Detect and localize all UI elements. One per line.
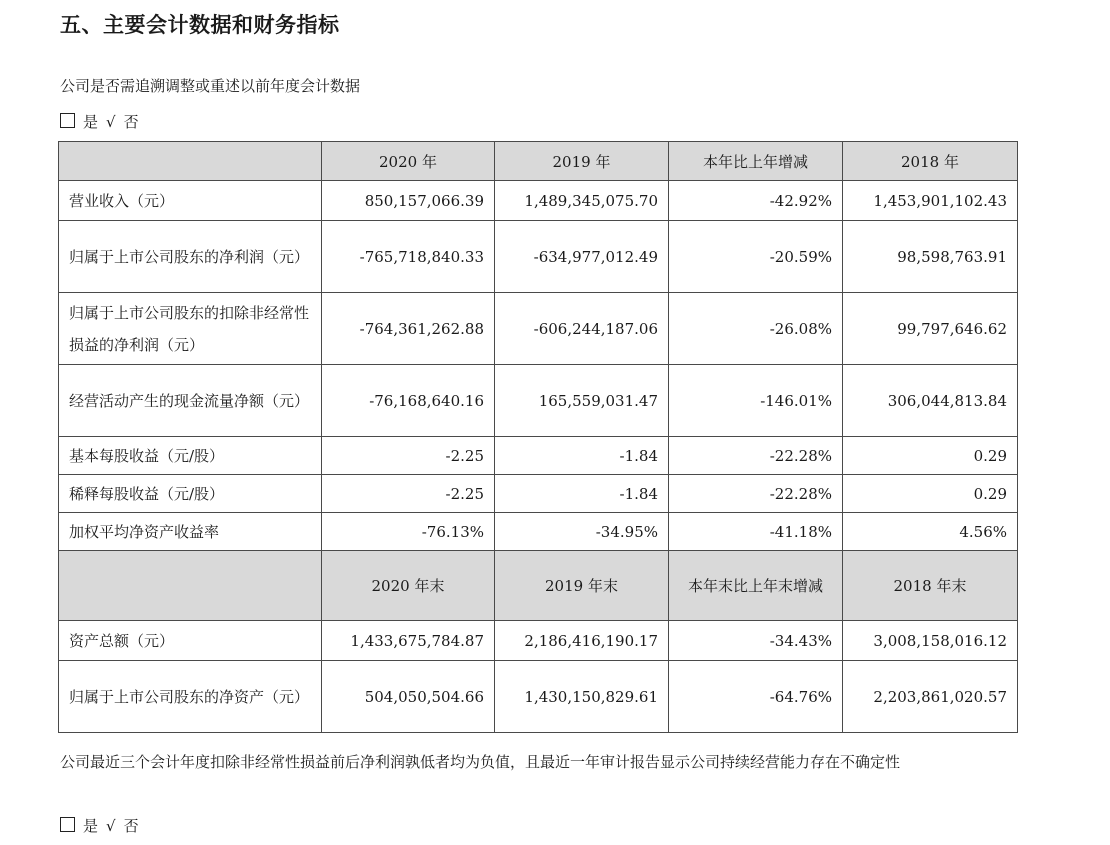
cell-change: -41.18% — [669, 513, 843, 551]
cell-2020: -2.25 — [322, 437, 495, 475]
cell-2020: -2.25 — [322, 475, 495, 513]
cell-2020: 1,433,675,784.87 — [322, 621, 495, 661]
cell-change: -146.01% — [669, 365, 843, 437]
header-cell: 2020 年末 — [322, 551, 495, 621]
cell-2019: 1,489,345,075.70 — [495, 181, 669, 221]
row-label: 基本每股收益（元/股） — [59, 437, 322, 475]
option-no: 否 — [123, 113, 139, 131]
cell-change: -22.28% — [669, 437, 843, 475]
table-row — [59, 475, 1018, 513]
checkbox-empty-icon — [60, 113, 75, 128]
cell-2019: -1.84 — [495, 475, 669, 513]
row-label: 归属于上市公司股东的净利润（元） — [59, 221, 322, 293]
cell-change: -22.28% — [669, 475, 843, 513]
row-label: 归属于上市公司股东的净资产（元） — [59, 661, 322, 733]
row-label: 营业收入（元） — [59, 181, 322, 221]
cell-2020: -765,718,840.33 — [322, 221, 495, 293]
cell-2019: 2,186,416,190.17 — [495, 621, 669, 661]
header-cell: 2019 年 — [495, 142, 669, 181]
table-row — [59, 365, 1018, 437]
cell-2020: -76.13% — [322, 513, 495, 551]
restatement-options — [60, 109, 147, 135]
header-cell — [59, 142, 322, 181]
header-cell: 2018 年末 — [843, 551, 1018, 621]
check-mark-icon: √ — [106, 817, 116, 835]
cell-change: -42.92% — [669, 181, 843, 221]
table-row — [59, 181, 1018, 221]
cell-2019: -1.84 — [495, 437, 669, 475]
cell-2019: -634,977,012.49 — [495, 221, 669, 293]
cell-2018: 3,008,158,016.12 — [843, 621, 1018, 661]
going-concern-question: 公司最近三个会计年度扣除非经常性损益前后净利润孰低者均为负值，且最近一年审计报告显示公司持续经营能力存在不确定性 — [60, 753, 901, 771]
cell-2020: 850,157,066.39 — [322, 181, 495, 221]
check-mark-icon: √ — [106, 113, 116, 131]
row-label: 稀释每股收益（元/股） — [59, 475, 322, 513]
cell-2019: -34.95% — [495, 513, 669, 551]
cell-2018: 1,453,901,102.43 — [843, 181, 1018, 221]
cell-2020: -76,168,640.16 — [322, 365, 495, 437]
option-yes: 是 — [83, 817, 99, 835]
checkbox-empty-icon — [60, 817, 75, 832]
cell-2019: 165,559,031.47 — [495, 365, 669, 437]
table-row — [59, 293, 1018, 365]
header-cell: 2019 年末 — [495, 551, 669, 621]
cell-2018: 0.29 — [843, 475, 1018, 513]
table-row — [59, 221, 1018, 293]
cell-change: -26.08% — [669, 293, 843, 365]
financial-data-table — [58, 141, 1018, 733]
header-cell: 本年比上年增减 — [669, 142, 843, 181]
cell-2020: -764,361,262.88 — [322, 293, 495, 365]
going-concern-options — [60, 813, 147, 839]
cell-2018: 99,797,646.62 — [843, 293, 1018, 365]
header-cell: 本年末比上年末增减 — [669, 551, 843, 621]
restatement-question: 公司是否需追溯调整或重述以前年度会计数据 — [60, 77, 361, 95]
option-no: 否 — [123, 817, 139, 835]
header-cell: 2020 年 — [322, 142, 495, 181]
cell-2019: -606,244,187.06 — [495, 293, 669, 365]
row-label: 资产总额（元） — [59, 621, 322, 661]
table-subheader-row — [59, 551, 1018, 621]
table-header-row — [59, 142, 1018, 181]
cell-2019: 1,430,150,829.61 — [495, 661, 669, 733]
row-label: 加权平均净资产收益率 — [59, 513, 322, 551]
section-title: 五、主要会计数据和财务指标 — [60, 13, 340, 37]
cell-2018: 0.29 — [843, 437, 1018, 475]
table-row — [59, 437, 1018, 475]
option-yes: 是 — [83, 113, 99, 131]
header-cell — [59, 551, 322, 621]
cell-2018: 306,044,813.84 — [843, 365, 1018, 437]
cell-change: -64.76% — [669, 661, 843, 733]
table-row — [59, 513, 1018, 551]
cell-change: -34.43% — [669, 621, 843, 661]
table-row — [59, 621, 1018, 661]
cell-2018: 4.56% — [843, 513, 1018, 551]
table-row — [59, 661, 1018, 733]
cell-change: -20.59% — [669, 221, 843, 293]
cell-2018: 98,598,763.91 — [843, 221, 1018, 293]
cell-2018: 2,203,861,020.57 — [843, 661, 1018, 733]
row-label: 经营活动产生的现金流量净额（元） — [59, 365, 322, 437]
row-label: 归属于上市公司股东的扣除非经常性损益的净利润（元） — [59, 293, 322, 365]
header-cell: 2018 年 — [843, 142, 1018, 181]
cell-2020: 504,050,504.66 — [322, 661, 495, 733]
